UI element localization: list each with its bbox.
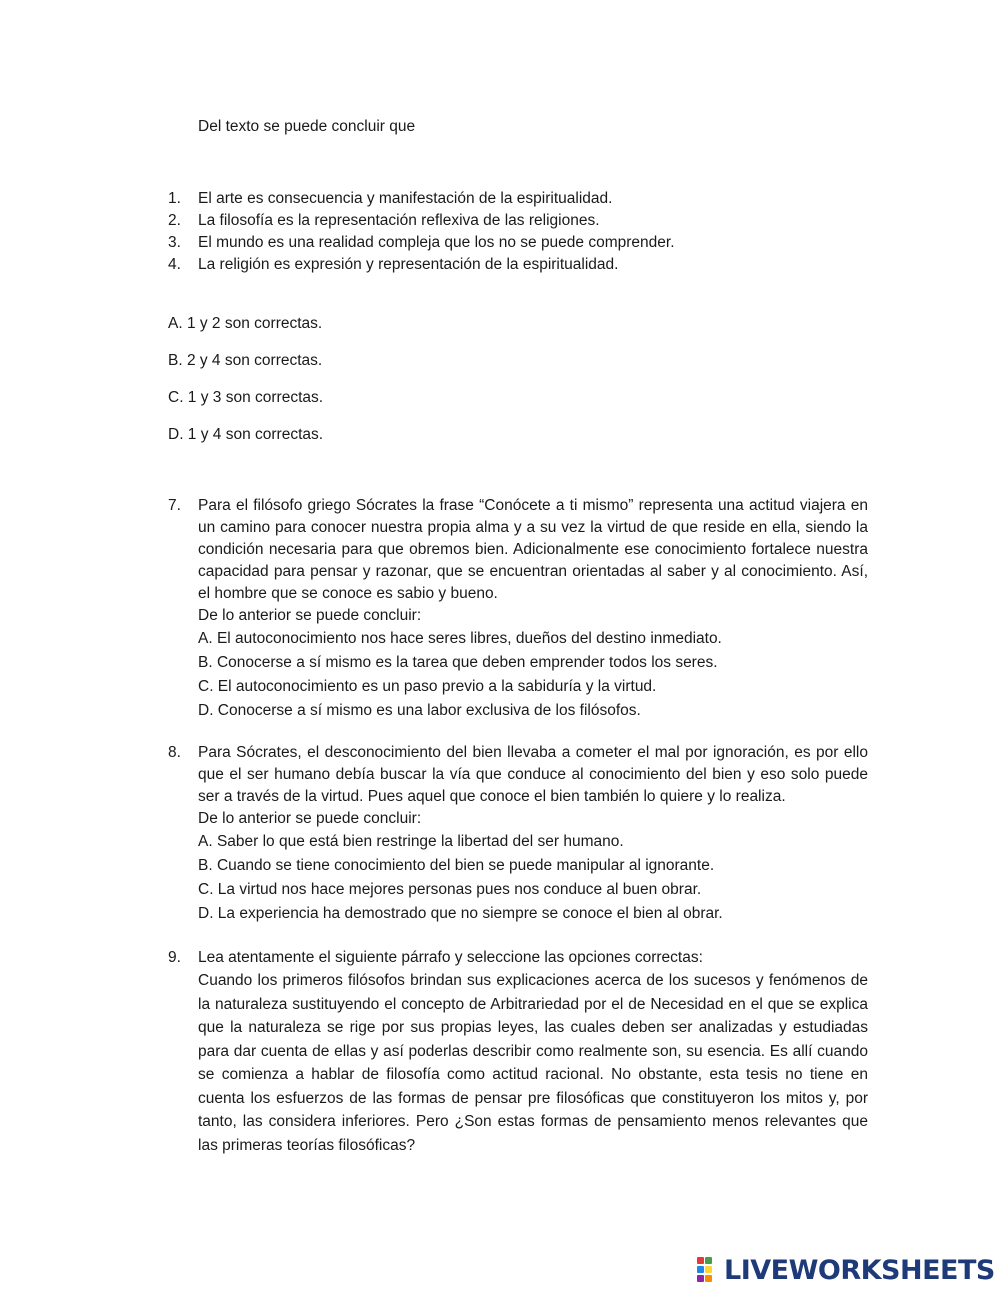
choice-a: A. Saber lo que está bien restringe la libertad del ser humano.: [198, 833, 624, 850]
intro-text: Del texto se puede concluir que: [198, 118, 416, 135]
answer-options: [168, 313, 323, 461]
statement-number: 1.: [168, 190, 181, 207]
choice-b: B. Cuando se tiene conocimiento del bien se puede manipular al ignorante.: [198, 857, 715, 874]
question-body: [198, 495, 868, 723]
statement-text: La religión es expresión y representación de la espiritualidad.: [198, 256, 619, 273]
question-paragraph: Para Sócrates, el desconocimiento del bien llevaba a cometer el mal por ignoración, es por ello que el ser humano debía buscar la vía que conduce al conocimiento del bien y eso solo puede ser a través de la virtud. Pues aquel que conoce el bien también lo quiere y lo realiza.: [198, 744, 868, 805]
answer-option-c: C. 1 y 3 son correctas.: [168, 389, 324, 406]
answer-option-d: D. 1 y 4 son correctas.: [168, 426, 324, 443]
brand-name: LIVEWORKSHEETS: [724, 1254, 995, 1286]
question-body: [198, 742, 868, 926]
answer-option-b: B. 2 y 4 son correctas.: [168, 352, 323, 369]
question-8: [168, 742, 868, 926]
question-body: [198, 947, 868, 1157]
question-number: 8.: [168, 744, 181, 761]
statement-list: [168, 188, 788, 276]
choice-c: C. El autoconocimiento es un paso previo a la sabiduría y la virtud.: [198, 678, 657, 695]
statement-item: [168, 210, 788, 232]
choice-b: B. Conocerse a sí mismo es la tarea que deben emprender todos los seres.: [198, 654, 718, 671]
statement-number: 2.: [168, 212, 181, 229]
statement-number: 4.: [168, 256, 181, 273]
statement-item: [168, 232, 788, 254]
question-9: [168, 947, 868, 1157]
choice-c: C. La virtud nos hace mejores personas pues nos conduce al buen obrar.: [198, 881, 702, 898]
question-7: [168, 495, 868, 723]
question-number: 9.: [168, 949, 181, 966]
brand-mark-icon: [697, 1257, 721, 1283]
question-paragraph: Para el filósofo griego Sócrates la frase “Conócete a ti mismo” representa una actitud viajera en un camino para conocer nuestra propia alma y a su vez la virtud de que reside en ella, siendo la condición necesaria para que obremos bien. Adicionalmente ese conocimiento fortalece nuestra capacidad para pensar y razonar, que se encuentran orientadas al saber y al conocimiento. Así, el hombre que se conoce es sabio y bueno.: [198, 497, 868, 602]
statement-number: 3.: [168, 234, 181, 251]
question-lead: De lo anterior se puede concluir:: [198, 607, 422, 624]
question-lead: De lo anterior se puede concluir:: [198, 810, 422, 827]
question-lead: Lea atentamente el siguiente párrafo y seleccione las opciones correctas:: [198, 949, 703, 966]
statement-item: [168, 254, 788, 276]
question-paragraph: Cuando los primeros filósofos brindan sus explicaciones acerca de los sucesos y fenómenos de la naturaleza sustituyendo el concepto de Arbitrariedad por el de Necesidad en el que se explica que la naturaleza se rige por sus propias leyes, las cuales deben ser analizadas y estudiadas para dar cuenta de ellas y así poderlas describir como realmente son, su esencia. Es allí cuando se comienza a hablar de filosofía como actitud racional. No obstante, esta tesis no tiene en cuenta los esfuerzos de las formas de pensar pre filosóficas que constituyeron los mitos y, por tanto, las considera inferiores. Pero ¿Son estas formas de pensamiento menos relevantes que las primeras teorías filosóficas?: [198, 972, 868, 1154]
choice-d: D. La experiencia ha demostrado que no siempre se conoce el bien al obrar.: [198, 905, 723, 922]
statement-text: El arte es consecuencia y manifestación de la espiritualidad.: [198, 190, 613, 207]
statement-text: La filosofía es la representación reflexiva de las religiones.: [198, 212, 600, 229]
answer-option-a: A. 1 y 2 son correctas.: [168, 315, 323, 332]
statement-text: El mundo es una realidad compleja que los no se puede comprender.: [198, 234, 675, 251]
choice-d: D. Conocerse a sí mismo es una labor exclusiva de los filósofos.: [198, 702, 641, 719]
liveworksheets-logo: [697, 1255, 995, 1285]
choice-a: A. El autoconocimiento nos hace seres libres, dueños del destino inmediato.: [198, 630, 722, 647]
statement-item: [168, 188, 788, 210]
question-number: 7.: [168, 497, 181, 514]
